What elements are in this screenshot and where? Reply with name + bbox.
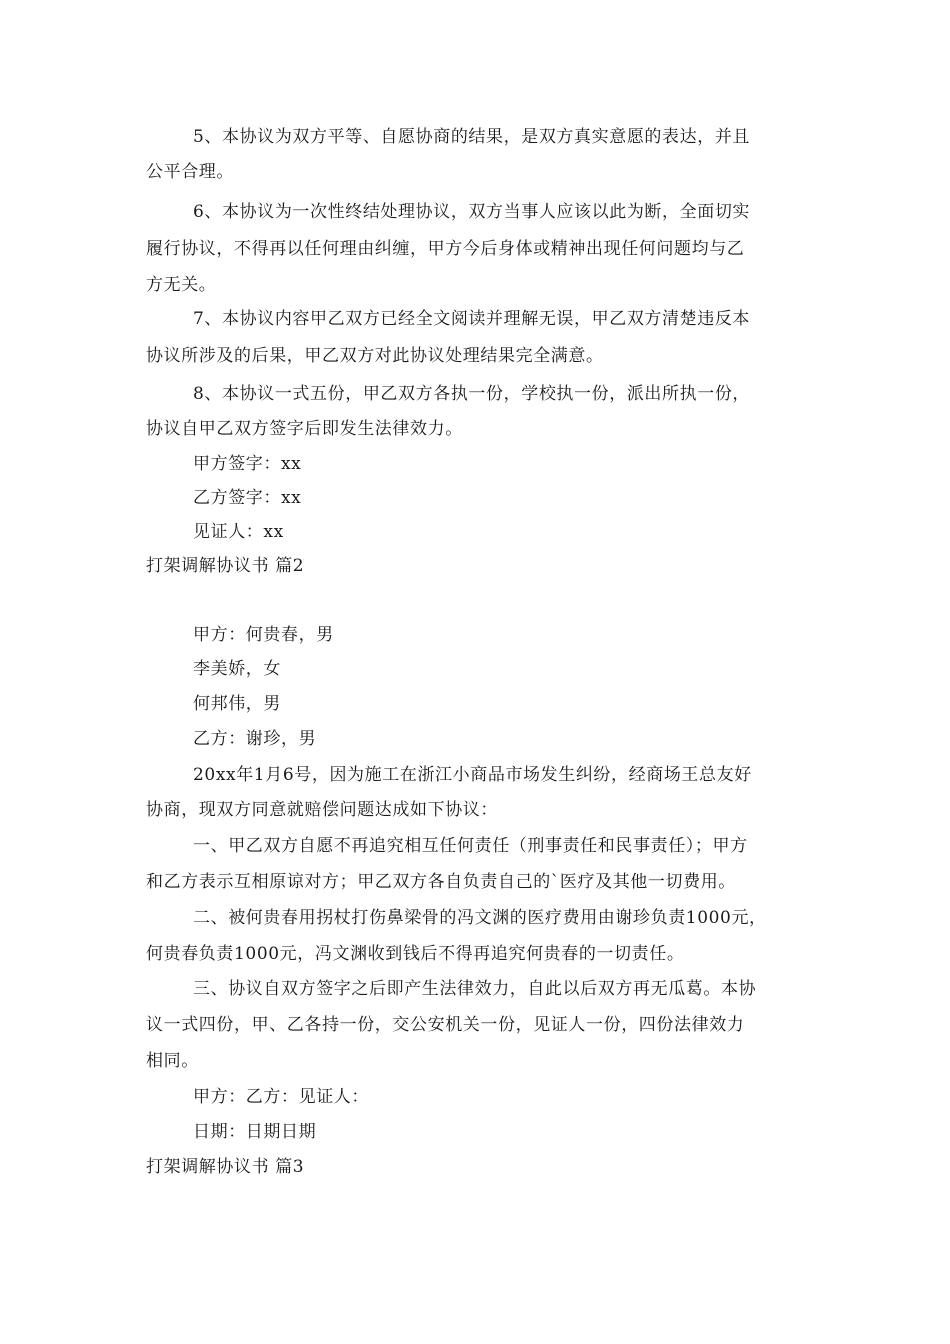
clause-7-line-1: 7、本协议内容甲乙双方已经全文阅读并理解无误，甲乙双方清楚违反本	[193, 309, 751, 329]
clause-8-line-1: 8、本协议一式五份，甲乙双方各执一份，学校执一份，派出所执一份，	[193, 384, 751, 404]
article-3-line-3: 相同。	[146, 1051, 199, 1071]
party-a-member-3: 何邦伟，男	[193, 694, 281, 714]
intro-line-1: 20xx年1月6号，因为施工在浙江小商品市场发生纠纷，经商场王总友好	[193, 765, 752, 785]
article-1-line-2: 和乙方表示互相原谅对方；甲乙双方各自负责自己的`医疗及其他一切费用。	[146, 872, 736, 892]
clause-5-line-1: 5、本协议为双方平等、自愿协商的结果，是双方真实意愿的表达，并且	[193, 127, 751, 147]
clause-8-line-2: 协议自甲乙双方签字后即发生法律效力。	[146, 419, 463, 439]
intro-line-2: 协商，现双方同意就赔偿问题达成如下协议：	[146, 800, 498, 820]
witness-signature: 见证人：xx	[193, 522, 284, 542]
date-row: 日期：日期日期	[193, 1122, 317, 1142]
article-2-line-1: 二、被何贵春用拐杖打伤鼻梁骨的冯文渊的医疗费用由谢珍负责1000元，	[193, 908, 767, 928]
party-b-signature: 乙方签字：xx	[193, 488, 302, 508]
article-2-line-2: 何贵春负责1000元，冯文渊收到钱后不得再追究何贵春的一切责任。	[146, 944, 685, 964]
clause-6-line-1: 6、本协议为一次性终结处理协议，双方当事人应该以此为断，全面切实	[193, 202, 751, 222]
party-a-line: 甲方：何贵春，男	[193, 625, 334, 645]
article-3-line-2: 议一式四份，甲、乙各持一份，交公安机关一份，见证人一份，四份法律效力	[146, 1015, 745, 1035]
party-a-signature: 甲方签字：xx	[193, 454, 302, 474]
clause-6-line-3: 方无关。	[146, 275, 217, 295]
party-a-member-2: 李美娇，女	[193, 659, 281, 679]
article-3-line-1: 三、协议自双方签字之后即产生法律效力，自此以后双方再无瓜葛。本协	[193, 979, 757, 999]
party-b-line: 乙方：谢珍，男	[193, 729, 317, 749]
clause-7-line-2: 协议所涉及的后果，甲乙双方对此协议处理结果完全满意。	[146, 346, 604, 366]
clause-5-line-2: 公平合理。	[146, 162, 234, 182]
clause-6-line-2: 履行协议，不得再以任何理由纠缠，甲方今后身体或精神出现任何问题均与乙	[146, 239, 745, 259]
signature-row: 甲方：乙方：见证人：	[193, 1087, 369, 1107]
article-1-line-1: 一、甲乙双方自愿不再追究相互任何责任（刑事责任和民事责任）；甲方	[193, 836, 748, 856]
section-heading-2: 打架调解协议书 篇2	[146, 556, 305, 576]
section-heading-3: 打架调解协议书 篇3	[146, 1157, 305, 1177]
